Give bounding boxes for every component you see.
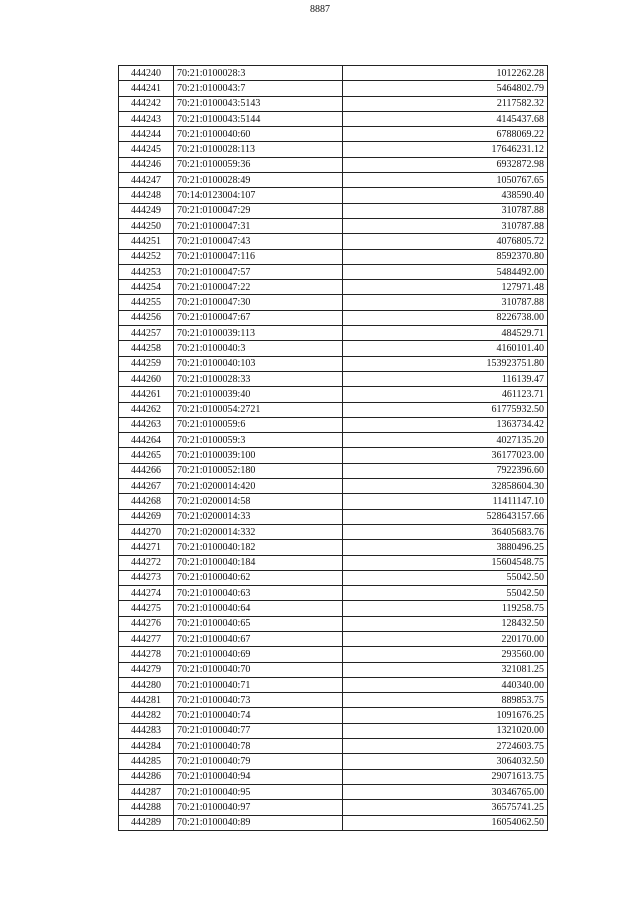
cadastral-number-cell: 70:21:0100028:49 (174, 173, 343, 188)
cadastral-number-cell: 70:21:0200014:332 (174, 524, 343, 539)
cadastral-number-cell: 70:21:0100040:71 (174, 677, 343, 692)
table-row (119, 249, 548, 264)
table-row (119, 127, 548, 142)
cadastral-value-cell: 29071613.75 (343, 769, 548, 784)
cadastral-value-cell: 5464802.79 (343, 81, 548, 96)
cadastral-value-cell: 16054062.50 (343, 815, 548, 830)
row-number-cell: 444241 (119, 81, 174, 96)
row-number-cell: 444286 (119, 769, 174, 784)
row-number-cell: 444261 (119, 387, 174, 402)
row-number-cell: 444257 (119, 326, 174, 341)
cadastral-number-cell: 70:21:0100040:70 (174, 662, 343, 677)
cadastral-number-cell: 70:14:0123004:107 (174, 188, 343, 203)
cadastral-value-cell: 36575741.25 (343, 800, 548, 815)
cadastral-value-cell: 1363734.42 (343, 417, 548, 432)
row-number-cell: 444252 (119, 249, 174, 264)
cadastral-number-cell: 70:21:0100059:36 (174, 157, 343, 172)
table-row (119, 448, 548, 463)
cadastral-value-cell: 4145437.68 (343, 111, 548, 126)
table-row (119, 310, 548, 325)
cadastral-number-cell: 70:21:0100047:29 (174, 203, 343, 218)
table-row (119, 326, 548, 341)
cadastral-number-cell: 70:21:0100028:33 (174, 371, 343, 386)
row-number-cell: 444271 (119, 540, 174, 555)
cadastral-number-cell: 70:21:0100039:113 (174, 326, 343, 341)
cadastral-value-cell: 889853.75 (343, 693, 548, 708)
cadastral-number-cell: 70:21:0100028:113 (174, 142, 343, 157)
cadastral-value-cell: 127971.48 (343, 280, 548, 295)
cadastral-number-cell: 70:21:0100040:77 (174, 723, 343, 738)
row-number-cell: 444256 (119, 310, 174, 325)
cadastral-number-cell: 70:21:0200014:58 (174, 494, 343, 509)
cadastral-number-cell: 70:21:0100040:184 (174, 555, 343, 570)
table-row (119, 234, 548, 249)
table-row (119, 509, 548, 524)
cadastral-value-cell: 440340.00 (343, 677, 548, 692)
table-row (119, 494, 548, 509)
table-row (119, 524, 548, 539)
row-number-cell: 444281 (119, 693, 174, 708)
row-number-cell: 444280 (119, 677, 174, 692)
cadastral-value-cell: 2117582.32 (343, 96, 548, 111)
cadastral-value-cell: 484529.71 (343, 326, 548, 341)
table-row (119, 631, 548, 646)
cadastral-value-cell: 8226738.00 (343, 310, 548, 325)
cadastral-number-cell: 70:21:0100040:97 (174, 800, 343, 815)
table-row (119, 708, 548, 723)
table-row (119, 677, 548, 692)
cadastral-value-cell: 3880496.25 (343, 540, 548, 555)
table-row (119, 479, 548, 494)
cadastral-number-cell: 70:21:0100047:31 (174, 218, 343, 233)
cadastral-number-cell: 70:21:0100040:69 (174, 647, 343, 662)
table-row (119, 157, 548, 172)
cadastral-number-cell: 70:21:0100052:180 (174, 463, 343, 478)
cadastral-value-cell: 30346765.00 (343, 784, 548, 799)
row-number-cell: 444249 (119, 203, 174, 218)
table-row (119, 616, 548, 631)
cadastral-number-cell: 70:21:0100040:60 (174, 127, 343, 142)
table-row (119, 81, 548, 96)
row-number-cell: 444279 (119, 662, 174, 677)
row-number-cell: 444259 (119, 356, 174, 371)
cadastral-value-cell: 220170.00 (343, 631, 548, 646)
cadastral-value-cell: 116139.47 (343, 371, 548, 386)
table-row (119, 96, 548, 111)
cadastral-value-cell: 55042.50 (343, 570, 548, 585)
cadastral-value-cell: 55042.50 (343, 586, 548, 601)
cadastral-number-cell: 70:21:0100040:89 (174, 815, 343, 830)
cadastral-value-cell: 310787.88 (343, 203, 548, 218)
cadastral-number-cell: 70:21:0100059:6 (174, 417, 343, 432)
cadastral-value-cell: 8592370.80 (343, 249, 548, 264)
table-row (119, 540, 548, 555)
cadastral-number-cell: 70:21:0100047:67 (174, 310, 343, 325)
table-row (119, 662, 548, 677)
cadastral-number-cell: 70:21:0100047:57 (174, 264, 343, 279)
cadastral-number-cell: 70:21:0100040:79 (174, 754, 343, 769)
cadastral-number-cell: 70:21:0200014:420 (174, 479, 343, 494)
table-row (119, 784, 548, 799)
table-row (119, 769, 548, 784)
row-number-cell: 444244 (119, 127, 174, 142)
table-row (119, 295, 548, 310)
cadastral-value-cell: 36405683.76 (343, 524, 548, 539)
row-number-cell: 444282 (119, 708, 174, 723)
table-row (119, 570, 548, 585)
cadastral-value-cell: 5484492.00 (343, 264, 548, 279)
cadastral-value-cell: 310787.88 (343, 218, 548, 233)
row-number-cell: 444274 (119, 586, 174, 601)
cadastral-number-cell: 70:21:0100040:94 (174, 769, 343, 784)
row-number-cell: 444287 (119, 784, 174, 799)
row-number-cell: 444243 (119, 111, 174, 126)
cadastral-value-cell: 1091676.25 (343, 708, 548, 723)
cadastral-number-cell: 70:21:0100039:100 (174, 448, 343, 463)
table-row (119, 66, 548, 81)
table-row (119, 739, 548, 754)
cadastral-value-cell: 321081.25 (343, 662, 548, 677)
table-row (119, 647, 548, 662)
cadastral-number-cell: 70:21:0100028:3 (174, 66, 343, 81)
cadastral-number-cell: 70:21:0100047:116 (174, 249, 343, 264)
cadastral-number-cell: 70:21:0100047:22 (174, 280, 343, 295)
table-row (119, 371, 548, 386)
cadastral-number-cell: 70:21:0100059:3 (174, 433, 343, 448)
row-number-cell: 444247 (119, 173, 174, 188)
cadastral-number-cell: 70:21:0100040:103 (174, 356, 343, 371)
table-row (119, 188, 548, 203)
cadastral-value-table (118, 65, 548, 831)
row-number-cell: 444284 (119, 739, 174, 754)
table-row (119, 601, 548, 616)
row-number-cell: 444253 (119, 264, 174, 279)
row-number-cell: 444278 (119, 647, 174, 662)
row-number-cell: 444251 (119, 234, 174, 249)
table-row (119, 111, 548, 126)
table-row (119, 433, 548, 448)
cadastral-value-cell: 2724603.75 (343, 739, 548, 754)
row-number-cell: 444283 (119, 723, 174, 738)
cadastral-number-cell: 70:21:0100054:2721 (174, 402, 343, 417)
cadastral-value-cell: 6788069.22 (343, 127, 548, 142)
table-body (119, 66, 548, 831)
row-number-cell: 444270 (119, 524, 174, 539)
cadastral-value-cell: 17646231.12 (343, 142, 548, 157)
row-number-cell: 444276 (119, 616, 174, 631)
table-row (119, 173, 548, 188)
row-number-cell: 444258 (119, 341, 174, 356)
cadastral-value-cell: 32858604.30 (343, 479, 548, 494)
cadastral-value-cell: 119258.75 (343, 601, 548, 616)
cadastral-number-cell: 70:21:0100040:95 (174, 784, 343, 799)
cadastral-value-cell: 15604548.75 (343, 555, 548, 570)
row-number-cell: 444245 (119, 142, 174, 157)
row-number-cell: 444248 (119, 188, 174, 203)
table-row (119, 341, 548, 356)
cadastral-number-cell: 70:21:0100040:67 (174, 631, 343, 646)
cadastral-value-cell: 7922396.60 (343, 463, 548, 478)
cadastral-value-cell: 4076805.72 (343, 234, 548, 249)
cadastral-number-cell: 70:21:0100040:78 (174, 739, 343, 754)
row-number-cell: 444240 (119, 66, 174, 81)
cadastral-value-cell: 153923751.80 (343, 356, 548, 371)
cadastral-number-cell: 70:21:0100043:5143 (174, 96, 343, 111)
cadastral-value-cell: 461123.71 (343, 387, 548, 402)
cadastral-number-cell: 70:21:0100040:182 (174, 540, 343, 555)
table-row (119, 142, 548, 157)
cadastral-value-cell: 1012262.28 (343, 66, 548, 81)
cadastral-number-cell: 70:21:0100039:40 (174, 387, 343, 402)
cadastral-number-cell: 70:21:0100040:65 (174, 616, 343, 631)
row-number-cell: 444273 (119, 570, 174, 585)
row-number-cell: 444254 (119, 280, 174, 295)
table-row (119, 402, 548, 417)
cadastral-value-cell: 1321020.00 (343, 723, 548, 738)
row-number-cell: 444263 (119, 417, 174, 432)
row-number-cell: 444268 (119, 494, 174, 509)
row-number-cell: 444255 (119, 295, 174, 310)
table-row (119, 387, 548, 402)
cadastral-number-cell: 70:21:0100040:64 (174, 601, 343, 616)
cadastral-number-cell: 70:21:0100040:74 (174, 708, 343, 723)
table-row (119, 203, 548, 218)
cadastral-value-cell: 310787.88 (343, 295, 548, 310)
row-number-cell: 444260 (119, 371, 174, 386)
cadastral-number-cell: 70:21:0200014:33 (174, 509, 343, 524)
cadastral-value-cell: 6932872.98 (343, 157, 548, 172)
row-number-cell: 444242 (119, 96, 174, 111)
cadastral-number-cell: 70:21:0100040:63 (174, 586, 343, 601)
table-row (119, 417, 548, 432)
cadastral-value-cell: 128432.50 (343, 616, 548, 631)
table-row (119, 800, 548, 815)
row-number-cell: 444269 (119, 509, 174, 524)
row-number-cell: 444285 (119, 754, 174, 769)
cadastral-value-cell: 438590.40 (343, 188, 548, 203)
row-number-cell: 444262 (119, 402, 174, 417)
cadastral-value-cell: 3064032.50 (343, 754, 548, 769)
table-row (119, 264, 548, 279)
table-row (119, 356, 548, 371)
cadastral-number-cell: 70:21:0100040:73 (174, 693, 343, 708)
row-number-cell: 444267 (119, 479, 174, 494)
row-number-cell: 444266 (119, 463, 174, 478)
row-number-cell: 444288 (119, 800, 174, 815)
table-row (119, 463, 548, 478)
table-row (119, 586, 548, 601)
row-number-cell: 444246 (119, 157, 174, 172)
cadastral-value-cell: 1050767.65 (343, 173, 548, 188)
row-number-cell: 444264 (119, 433, 174, 448)
cadastral-number-cell: 70:21:0100043:7 (174, 81, 343, 96)
cadastral-value-cell: 11411147.10 (343, 494, 548, 509)
cadastral-number-cell: 70:21:0100047:30 (174, 295, 343, 310)
row-number-cell: 444250 (119, 218, 174, 233)
table-row (119, 280, 548, 295)
page-number: 8887 (310, 4, 330, 15)
cadastral-value-cell: 293560.00 (343, 647, 548, 662)
row-number-cell: 444289 (119, 815, 174, 830)
cadastral-value-cell: 4027135.20 (343, 433, 548, 448)
cadastral-number-cell: 70:21:0100043:5144 (174, 111, 343, 126)
row-number-cell: 444265 (119, 448, 174, 463)
table-row (119, 693, 548, 708)
cadastral-value-cell: 4160101.40 (343, 341, 548, 356)
table-row (119, 815, 548, 830)
cadastral-value-cell: 36177023.00 (343, 448, 548, 463)
row-number-cell: 444272 (119, 555, 174, 570)
table-row (119, 218, 548, 233)
cadastral-value-cell: 61775932.50 (343, 402, 548, 417)
cadastral-number-cell: 70:21:0100040:3 (174, 341, 343, 356)
row-number-cell: 444277 (119, 631, 174, 646)
row-number-cell: 444275 (119, 601, 174, 616)
cadastral-value-cell: 528643157.66 (343, 509, 548, 524)
table-row (119, 723, 548, 738)
table-row (119, 555, 548, 570)
cadastral-number-cell: 70:21:0100047:43 (174, 234, 343, 249)
table-row (119, 754, 548, 769)
cadastral-number-cell: 70:21:0100040:62 (174, 570, 343, 585)
